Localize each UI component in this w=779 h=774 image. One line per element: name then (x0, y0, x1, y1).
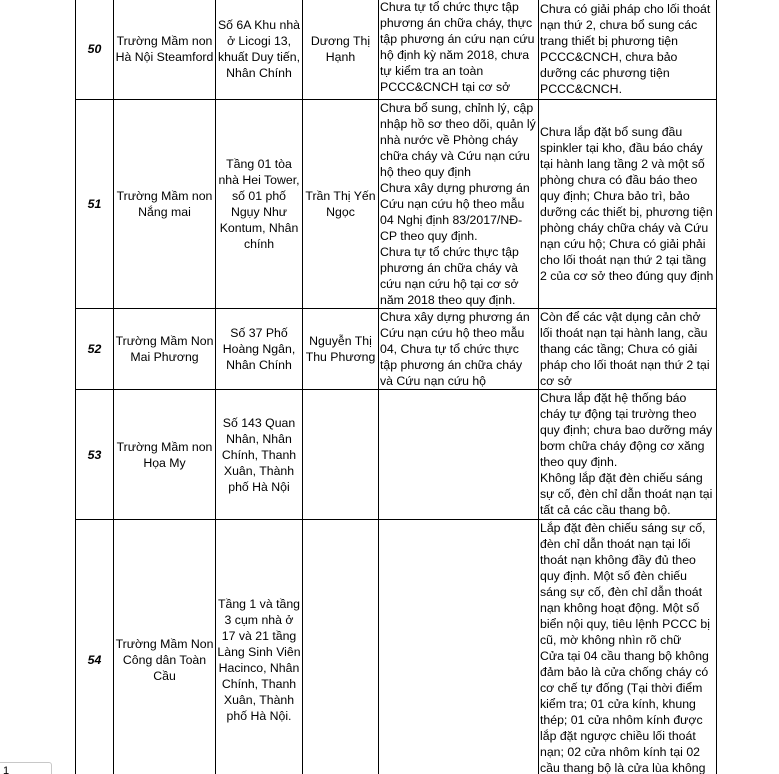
issues-cell (379, 309, 539, 390)
table-row (76, 0, 717, 100)
violations-cell (539, 520, 717, 774)
issues-cell (379, 100, 539, 309)
violation-text: Không lắp đặt đèn chiếu sáng sự cố, đèn chỉ dẫn thoát nạn tại tất cả các cầu thang bộ. (540, 471, 713, 517)
violations-cell (539, 390, 717, 520)
responsible-person: Trần Thị Yến Ngọc (303, 100, 379, 309)
school-address: Số 143 Quan Nhân, Nhân Chính, Thanh Xuân, Thành phố Hà Nội (216, 390, 303, 520)
issue-text: Chưa xây dựng phương án Cứu nạn cứu hộ theo mẫu 04 Nghị định 83/2017/NĐ-CP theo quy định. (380, 181, 530, 243)
violation-text: Chưa lắp đặt bổ sung đầu spinkler tại kho, đầu báo cháy tại hành lang tầng 2 và một số phòng chưa có đầu báo theo quy định; Chưa bảo trì, bảo dưỡng các thiết bị, phương tiện phòng cháy chữa cháy và Cứu nạn cứu hộ; Chưa có giải phải cho lối thoát nạn thứ 2 tại tầng 2 của cơ sở theo đúng quy định (540, 125, 714, 283)
table-row (76, 390, 717, 520)
violation-text: Chưa lắp đặt hệ thống báo cháy tự động tại trường theo quy định; chưa bao dưỡng máy bơm chữa cháy động cơ xăng theo quy định. (540, 391, 713, 469)
issues-cell (379, 0, 539, 100)
responsible-person (303, 520, 379, 774)
school-name: Trường Mầm non Nắng mai (114, 100, 216, 309)
school-name: Trường Mầm non Hà Nội Steamford (114, 0, 216, 100)
table-row (76, 520, 717, 774)
issue-text: Chưa tự tổ chức thực tập phương án chữa cháy, thực tập phương án cứu nạn cứu hộ định kỳ năm 2018, chưa tự kiểm tra an toàn PCCC&CNCH tại cơ sở (380, 0, 535, 94)
table-row (76, 100, 717, 309)
school-address: Tầng 01 tòa nhà Hei Tower, số 01 phố Ngụy Như Kontum, Nhân chính (216, 100, 303, 309)
responsible-person: Dương Thị Hạnh (303, 0, 379, 100)
issues-cell (379, 520, 539, 774)
school-address: Số 6A Khu nhà ở Licogi 13, khuất Duy tiến, Nhân Chính (216, 0, 303, 100)
responsible-person: Nguyễn Thị Thu Phương (303, 309, 379, 390)
violation-text: Còn để các vật dụng cản chở lối thoát nạn tại hành lang, cầu thang các tầng; Chưa có giải pháp cho lối thoát nạn thứ 2 tại cơ sở (540, 310, 710, 388)
violations-cell (539, 100, 717, 309)
page-number-indicator: 1 (0, 762, 52, 774)
violation-text: Cửa tại 04 cầu thang bộ không đảm bảo là cửa chống cháy có cơ chế tự đống (Tại thời điểm kiểm tra; 01 cửa kính, khung thép; 01 cửa nhôm kính được lắp đặt ngược chiều lối thoát nạn; 02 cửa nhôm kính tại 02 cầu thang bộ là cửa lùa không (540, 649, 709, 774)
school-name: Trường Mầm Non Mai Phương (114, 309, 216, 390)
row-number: 52 (76, 309, 114, 390)
row-number: 50 (76, 0, 114, 100)
inspection-table (75, 0, 717, 774)
violation-text: Chưa có giải pháp cho lối thoát nạn thứ 2, chưa bổ sung các trang thiết bị phương tiện PCCC&CNCH, chưa bảo dưỡng các phương tiện PCCC&CNCH. (540, 2, 711, 96)
table-row (76, 309, 717, 390)
school-name: Trường Mầm non Họa My (114, 390, 216, 520)
school-address: Số 37 Phố Hoàng Ngân, Nhân Chính (216, 309, 303, 390)
violation-text: Lắp đặt đèn chiếu sáng sự cố, đèn chỉ dẫn thoát nạn tại lối thoát nạn không đầy đủ theo quy định. Một số đèn chiếu sáng sự cố, đèn chỉ dẫn thoát nạn không hoạt động. Một số biển nội quy, tiêu lệnh PCCC bị cũ, mờ không nhìn rõ chữ (540, 521, 710, 647)
violations-cell (539, 0, 717, 100)
school-address: Tầng 1 và tầng 3 cụm nhà ở 17 và 21 tầng Làng Sinh Viên Hacinco, Nhân Chính, Thanh Xuân, Thành phố Hà Nội. (216, 520, 303, 774)
row-number: 54 (76, 520, 114, 774)
responsible-person (303, 390, 379, 520)
violations-cell (539, 309, 717, 390)
row-number: 53 (76, 390, 114, 520)
issue-text: Chưa tự tổ chức thực tập phương án chữa cháy và cứu nạn cứu hộ tại cơ sở năm 2018 theo quy định. (380, 245, 519, 307)
school-name: Trường Mầm Non Công dân Toàn Cầu (114, 520, 216, 774)
issue-text: Chưa xây dựng phương án Cứu nạn cứu hộ theo mẫu 04, Chưa tự tổ chức thực tập phương án chữa cháy và Cứu nạn cứu hộ (380, 310, 530, 388)
row-number: 51 (76, 100, 114, 309)
issues-cell (379, 390, 539, 520)
issue-text: Chưa bổ sung, chỉnh lý, cập nhập hồ sơ theo dõi, quản lý nhà nước về Phòng cháy chữa cháy và Cứu nạn cứu hộ theo quy định (380, 101, 536, 179)
